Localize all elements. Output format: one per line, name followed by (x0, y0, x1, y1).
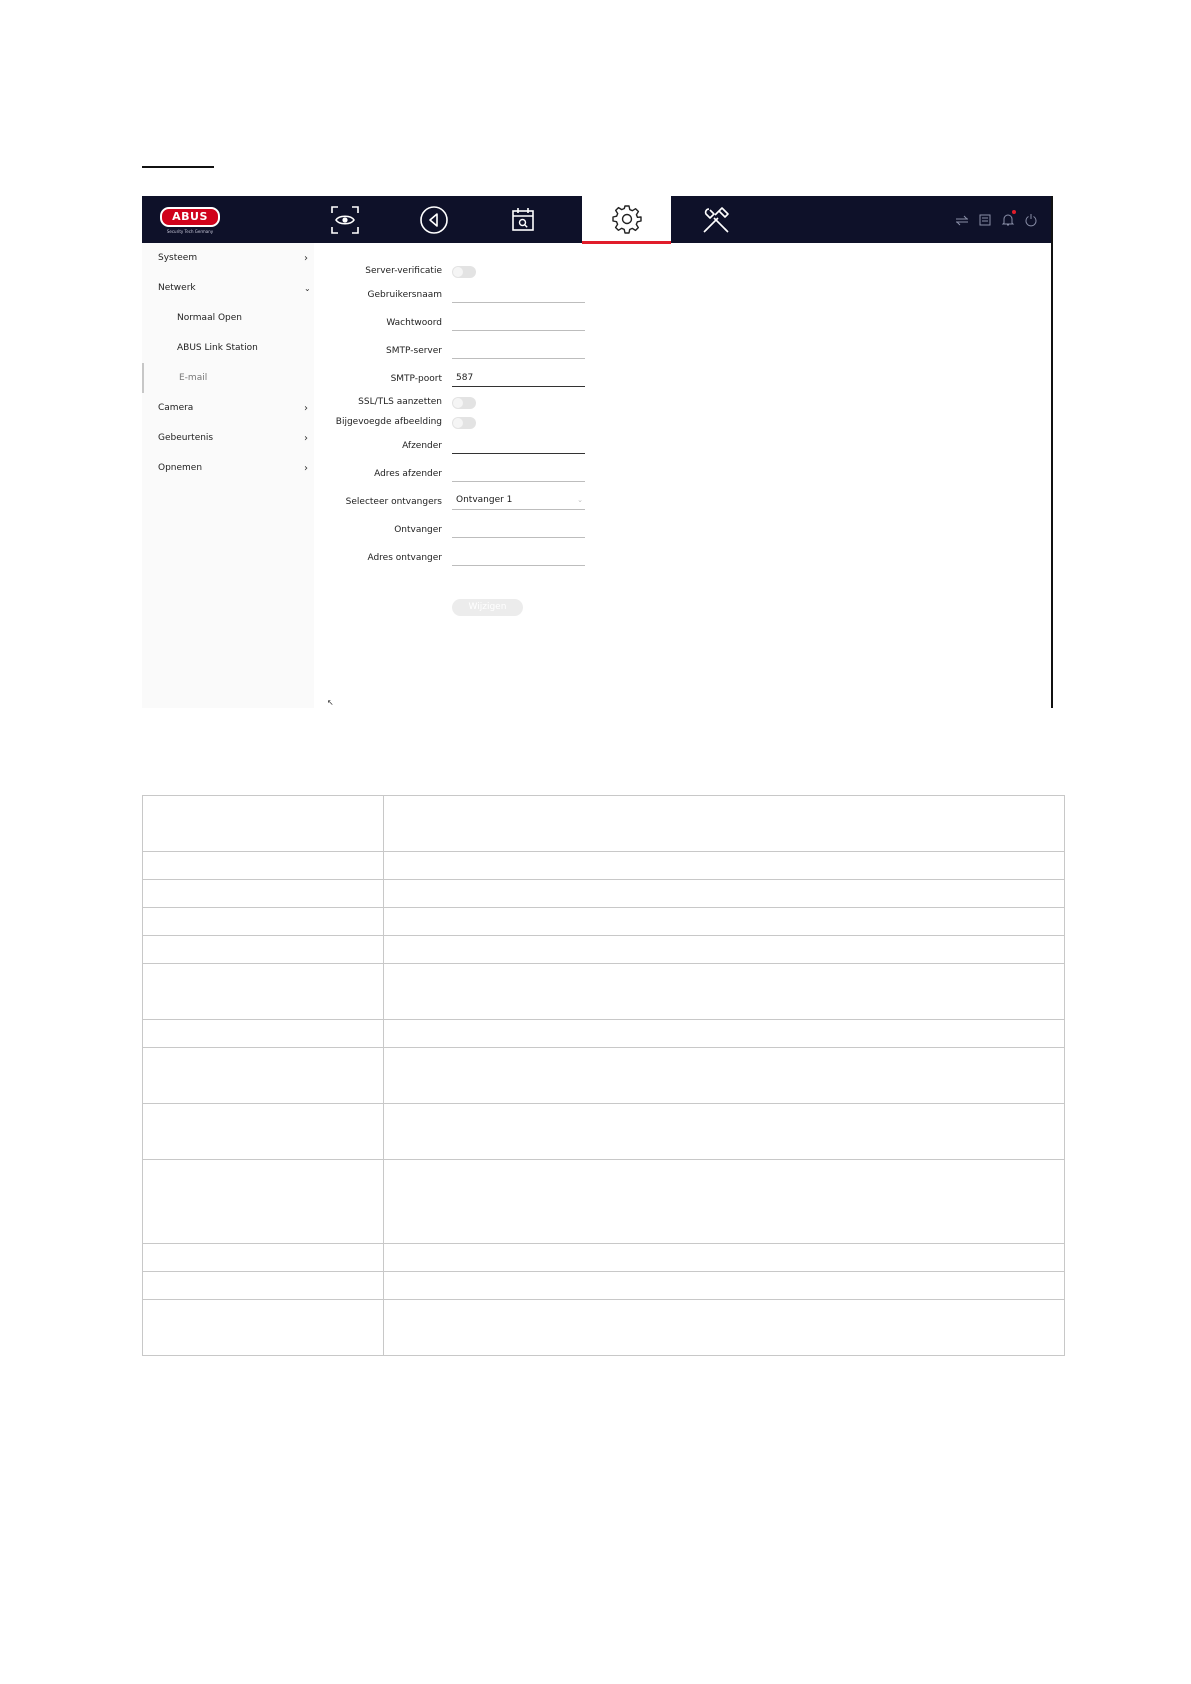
sidebar-item-opnemen[interactable] (142, 453, 314, 483)
mouse-cursor-icon: ↖ (327, 698, 334, 707)
chevron-down-icon: ⌄ (304, 283, 311, 293)
chevron-right-icon: › (304, 402, 308, 414)
sidebar-item-normaal-open[interactable] (142, 303, 314, 333)
heading-underline (142, 166, 214, 168)
table-row (143, 880, 1065, 908)
select-receivers-label: Selecteer ontvangers (345, 497, 442, 507)
password-label: Wachtwoord (386, 318, 442, 328)
table-row (143, 936, 1065, 964)
sender-field[interactable] (452, 436, 585, 454)
sidebar-item-label: Camera (158, 403, 194, 413)
sidebar-item-abus-link-station[interactable] (142, 333, 314, 363)
sidebar-item-label: Systeem (158, 253, 198, 263)
chevron-right-icon: › (304, 462, 308, 474)
nvr-config-screenshot (142, 196, 1053, 708)
table-row (143, 1020, 1065, 1048)
ssl-tls-label: SSL/TLS aanzetten (358, 397, 442, 407)
tools-icon (700, 204, 732, 236)
table-row (143, 964, 1065, 1020)
edit-button[interactable]: Wijzigen (452, 599, 523, 616)
calendar-search-icon (507, 204, 539, 236)
receivers-select[interactable] (452, 492, 585, 510)
attach-image-label: Bijgevoegde afbeelding (335, 417, 442, 427)
table-row (143, 796, 1065, 852)
sidebar-item-label: ABUS Link Station (177, 343, 258, 353)
network-icon[interactable] (954, 212, 970, 228)
server-verification-label: Server-verificatie (365, 266, 442, 276)
table-row (143, 908, 1065, 936)
chevron-down-icon: ⌄ (577, 496, 583, 504)
receiver-address-field[interactable] (452, 548, 585, 566)
tab-configuration[interactable] (582, 196, 671, 244)
attach-image-toggle[interactable] (452, 417, 476, 429)
sidebar-item-label: Opnemen (158, 463, 203, 473)
table-row (143, 1104, 1065, 1160)
sidebar-item-label: E-mail (179, 373, 208, 383)
smtp-port-field[interactable] (452, 369, 585, 387)
chevron-right-icon: › (304, 252, 308, 264)
server-verification-toggle[interactable] (452, 266, 476, 278)
sidebar-item-gebeurtenis[interactable] (142, 423, 314, 453)
receivers-select-value: Ontvanger 1 (456, 495, 513, 505)
sidebar-item-e-mail[interactable] (142, 363, 316, 393)
username-label: Gebruikersnaam (367, 290, 442, 300)
top-navigation-bar (142, 196, 1051, 243)
sidebar-item-label: Normaal Open (177, 313, 242, 323)
abus-logo (160, 207, 220, 233)
receiver-field[interactable] (452, 520, 585, 538)
settings-sidebar (142, 243, 314, 708)
password-field[interactable] (452, 313, 585, 331)
power-icon[interactable] (1023, 212, 1039, 228)
sender-label: Afzender (402, 441, 442, 451)
tab-maintenance[interactable] (671, 196, 760, 243)
receiver-address-label: Adres ontvanger (367, 553, 442, 563)
description-table (142, 795, 1065, 1356)
logo-text: ABUS (160, 207, 220, 227)
bell-icon[interactable] (1000, 212, 1016, 228)
table-row (143, 1300, 1065, 1356)
tab-search[interactable] (478, 196, 567, 243)
username-field[interactable] (452, 285, 585, 303)
eye-scan-icon (329, 204, 361, 236)
tab-live-view[interactable] (300, 196, 389, 243)
smtp-server-field[interactable] (452, 341, 585, 359)
storage-icon[interactable] (977, 212, 993, 228)
chevron-right-icon: › (304, 432, 308, 444)
logo-tagline: Security Tech Germany (166, 229, 214, 234)
sender-address-label: Adres afzender (374, 469, 442, 479)
ssl-tls-toggle[interactable] (452, 397, 476, 409)
smtp-port-label: SMTP-poort (390, 374, 442, 384)
sidebar-item-label: Netwerk (158, 283, 196, 293)
tab-playback[interactable] (389, 196, 478, 243)
gear-icon (611, 203, 643, 235)
sidebar-item-netwerk[interactable] (142, 273, 314, 303)
table-row (143, 1160, 1065, 1244)
table-row (143, 1048, 1065, 1104)
sender-address-field[interactable] (452, 464, 585, 482)
alert-dot (1012, 210, 1016, 214)
receiver-label: Ontvanger (394, 525, 442, 535)
table-row (143, 852, 1065, 880)
sidebar-item-systeem[interactable] (142, 243, 314, 273)
back-arrow-icon (418, 204, 450, 236)
smtp-server-label: SMTP-server (386, 346, 442, 356)
sidebar-item-label: Gebeurtenis (158, 433, 214, 443)
table-row (143, 1272, 1065, 1300)
table-row (143, 1244, 1065, 1272)
sidebar-item-camera[interactable] (142, 393, 314, 423)
